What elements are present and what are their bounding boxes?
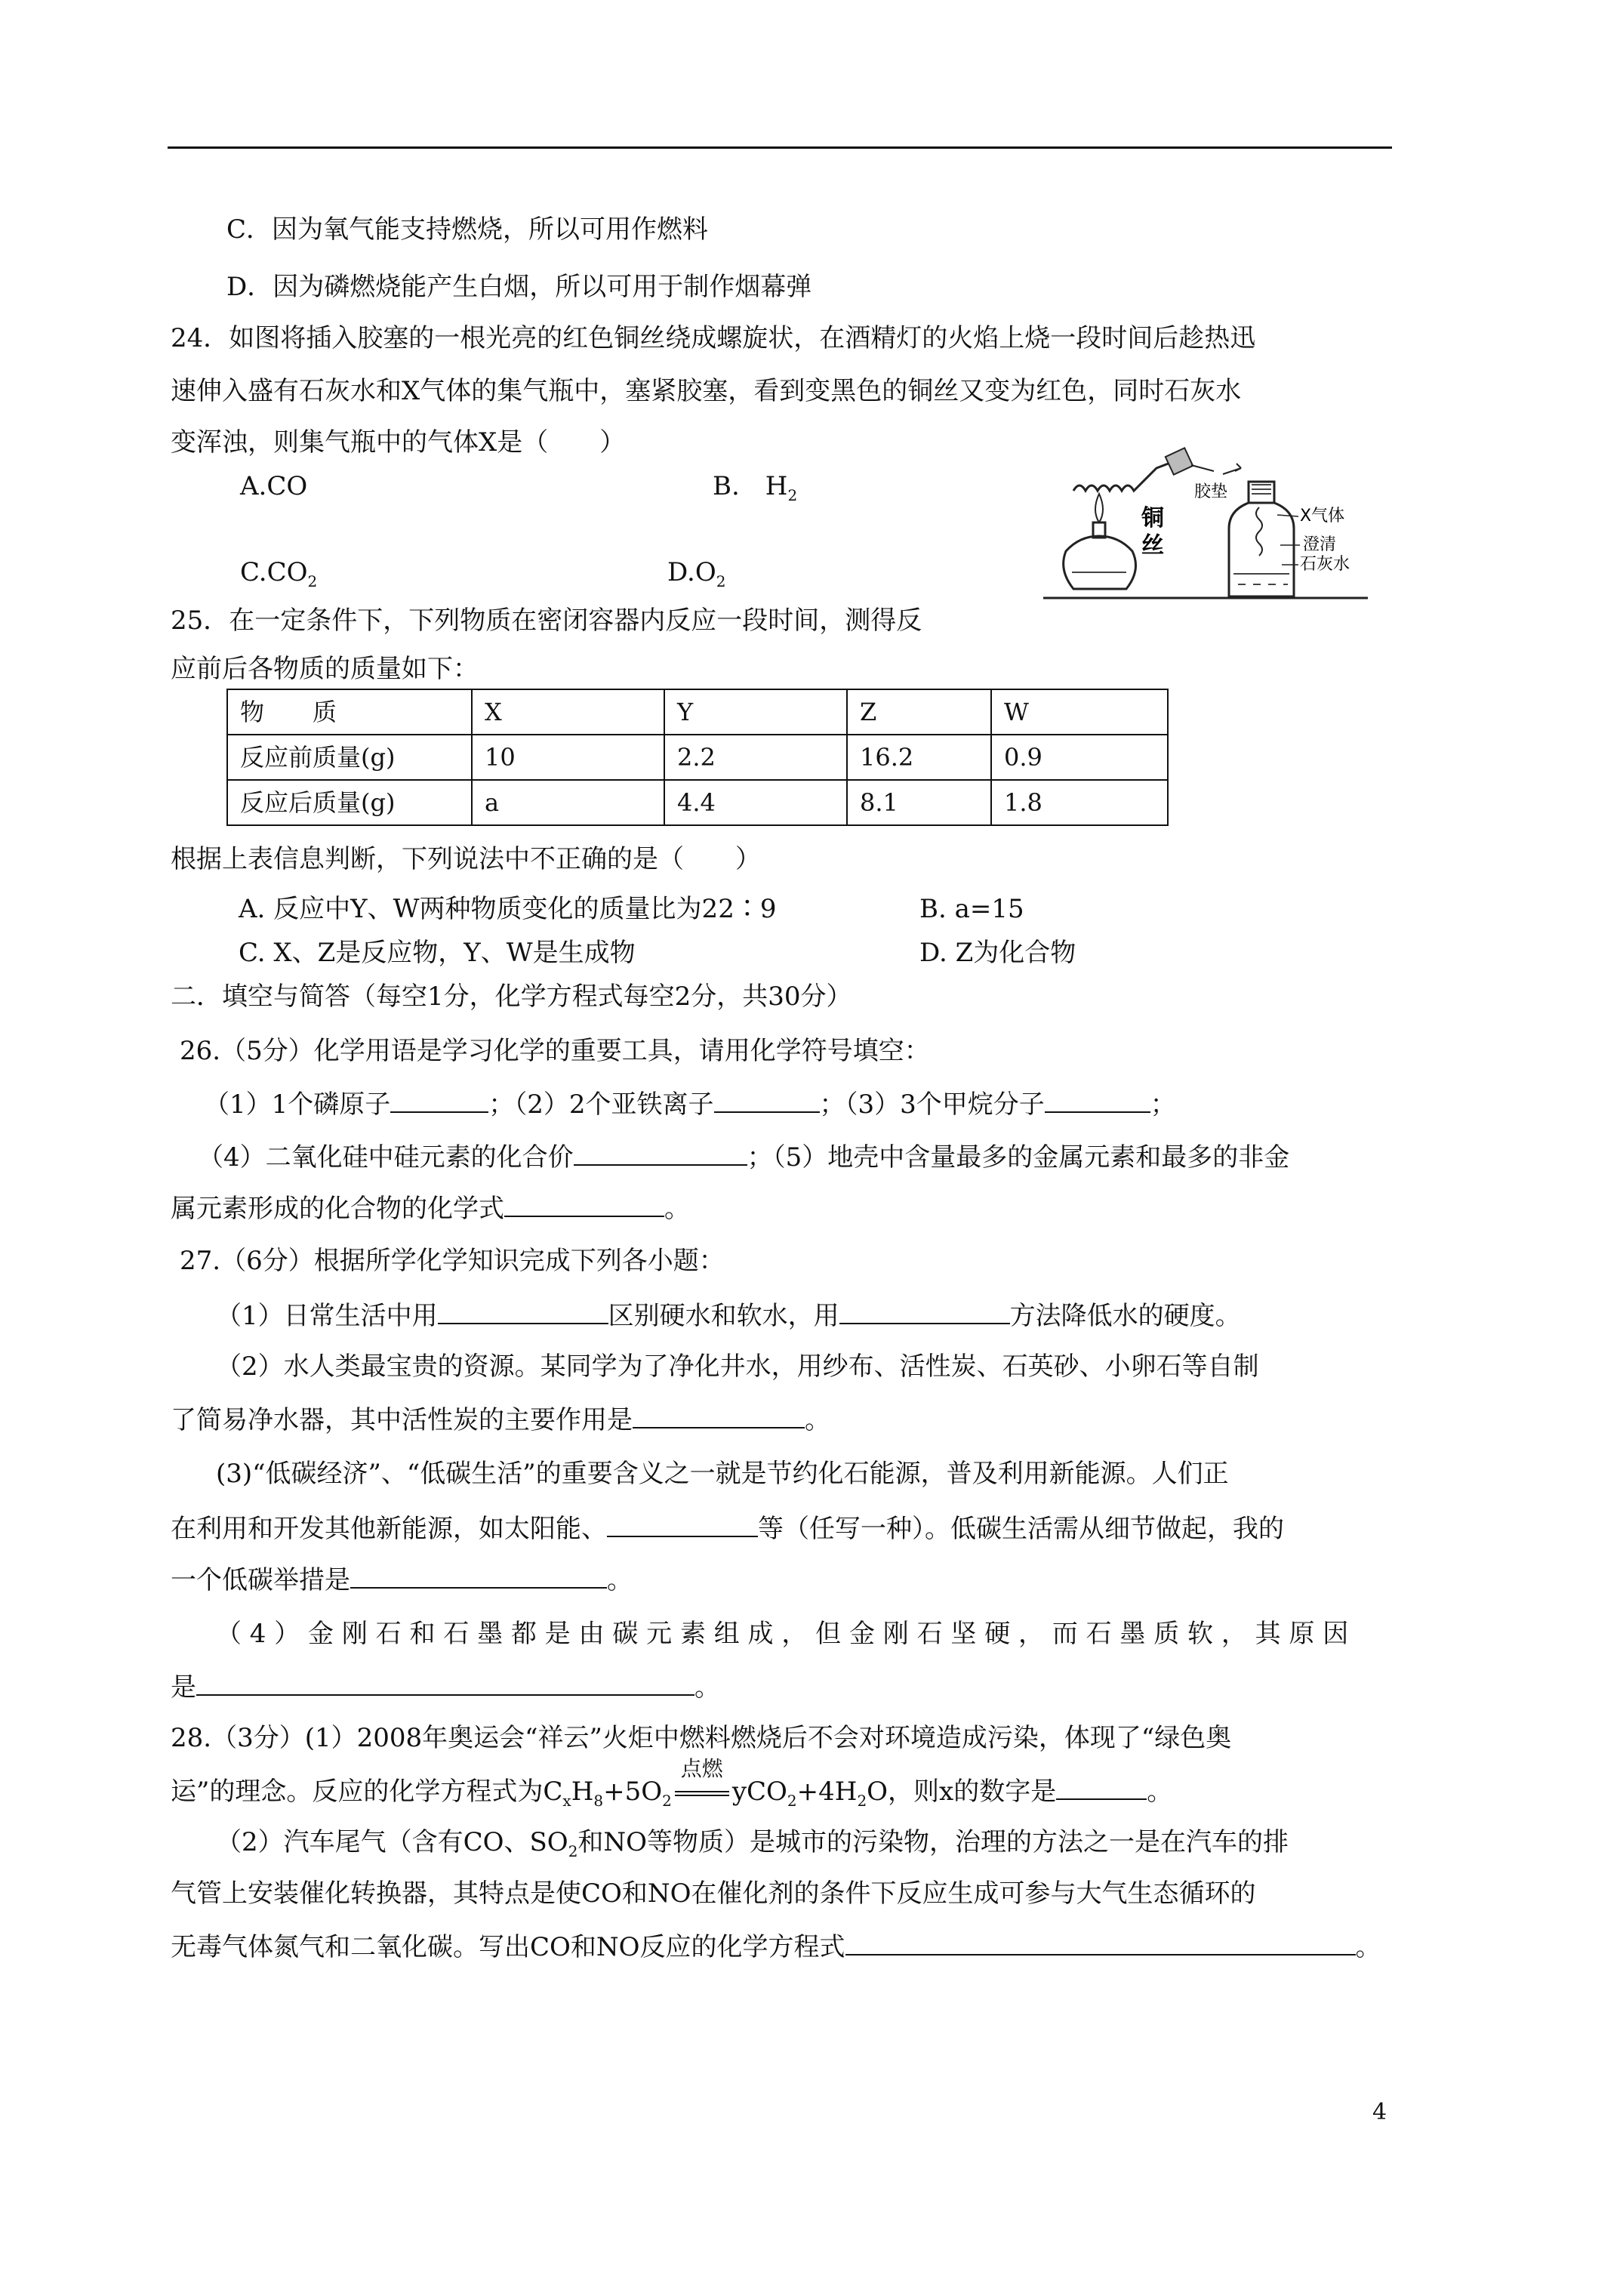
q27-line4: (3)“低碳经济”、“低碳生活”的重要含义之一就是节约化石能源，普及利用新能源。人们正 (216, 1459, 1229, 1489)
q28-line2: 运”的理念。反应的化学方程式为$C_xH_8+5O_2$ 点燃 $yCO_2+4H_2O$，则x的数字是 。 (171, 1756, 1173, 1810)
q26-stem: 26.（5分）化学用语是学习化学的重要工具，请用化学符号填空： (180, 1036, 930, 1066)
label-x-gas: X气体 (1300, 507, 1345, 525)
q27-line6: 一个低碳举措是 。 (171, 1561, 633, 1597)
q25-option-a: A. 反应中Y、W两种物质变化的质量比为22∶9 (239, 894, 777, 924)
label-cheng: 澄清 (1303, 535, 1337, 554)
q25-option-d: D. Z为化合物 (919, 938, 1076, 968)
table-cell: 8.1 (847, 780, 991, 825)
answer-blank[interactable] (845, 1928, 1356, 1955)
q26-line1: （1）1个磷原子 ；（2）2个亚铁离子 ；（3）3个甲烷分子 ； (204, 1086, 1176, 1121)
q25-line2: 应前后各物质的质量如下： (171, 654, 479, 684)
section-two-heading: 二．填空与简答（每空1分，化学方程式每空2分，共30分） (171, 982, 852, 1012)
q26-line3: 属元素形成的化合物的化学式 。 (171, 1190, 690, 1225)
alcohol-lamp (1064, 536, 1136, 589)
flame (1095, 494, 1103, 522)
header-rule (168, 146, 1392, 149)
q24-option-b: B. $H_2$ (713, 471, 798, 504)
reaction-condition: 点燃 (672, 1774, 732, 1800)
q28-line4: 气管上安装催化转换器，其特点是使CO和NO在催化剂的条件下反应生成可参与大气生态循环的 (171, 1878, 1256, 1909)
q25-question: 根据上表信息判断，下列说法中不正确的是（ ） (171, 844, 761, 874)
q25-line1: 25．在一定条件下，下列物质在密闭容器内反应一段时间，测得反 (171, 606, 922, 636)
q27-line5: 在利用和开发其他新能源，如太阳能、 等（任写一种）。低碳生活需从细节做起，我的 (171, 1510, 1284, 1546)
answer-blank[interactable] (714, 1086, 820, 1113)
table-cell: Y (664, 689, 847, 735)
stopper (1166, 448, 1193, 474)
q24-option-a: A.CO (240, 471, 308, 501)
table-cell: 10 (472, 735, 664, 780)
answer-blank[interactable] (633, 1401, 805, 1428)
answer-blank[interactable] (196, 1669, 694, 1696)
answer-blank[interactable] (574, 1139, 747, 1166)
table-cell: 4.4 (664, 780, 847, 825)
answer-blank[interactable] (504, 1190, 664, 1217)
answer-blank[interactable] (1045, 1086, 1150, 1113)
label-shi: 石灰水 (1300, 555, 1350, 574)
q27-line7: （ 4 ） 金 刚 石 和 石 墨 都 是 由 碳 元 素 组 成 ， 但 金 刚 石 坚 硬 ， 而 石 墨 质 软 ， 其 原 因 (216, 1619, 1349, 1649)
q24-line1: 24．如图将插入胶塞的一根光亮的红色铜丝绕成螺旋状，在酒精灯的火焰上烧一段时间后趁热迅 (171, 323, 1256, 353)
table-row (227, 780, 1168, 825)
q24-option-d: $D.O_2$ (667, 557, 726, 590)
wire-in-bottle (1256, 507, 1262, 556)
answer-blank[interactable] (1056, 1773, 1147, 1800)
q28-line5: 无毒气体氮气和二氧化碳。写出CO和NO反应的化学方程式 。 (171, 1928, 1381, 1964)
answer-blank[interactable] (390, 1086, 488, 1113)
table-cell: 16.2 (847, 735, 991, 780)
q25-option-b: B. a=15 (919, 894, 1024, 924)
answer-blank[interactable] (350, 1561, 607, 1589)
apparatus-figure (1043, 438, 1368, 603)
table-cell: 反应后质量(g) (227, 780, 472, 825)
answer-blank[interactable] (438, 1297, 608, 1324)
table-cell: W (991, 689, 1168, 735)
q27-line1: （1）日常生活中用 区别硬水和软水，用 方法降低水的硬度。 (216, 1297, 1241, 1333)
table-cell: 反应前质量(g) (227, 735, 472, 780)
table-cell: 0.9 (991, 735, 1168, 780)
q28-line3: （2）汽车尾气（含有CO、$SO_2$和NO等物质）是城市的污染物，治理的方法之一是在汽车的排 (216, 1827, 1289, 1860)
q28-line1: 28.（3分）(1）2008年奥运会“祥云”火炬中燃料燃烧后不会对环境造成污染，体现了“绿色奥 (171, 1723, 1232, 1753)
mass-table (226, 689, 1169, 826)
q24-line3: 变浑浊，则集气瓶中的气体X是（ ） (171, 427, 626, 458)
option-c-line: C．因为氧气能支持燃烧，所以可用作燃料 (226, 214, 709, 245)
q27-line2: （2）水人类最宝贵的资源。某同学为了净化井水，用纱布、活性炭、石英砂、小卵石等自制 (216, 1351, 1259, 1382)
q27-line8: 是 。 (171, 1669, 720, 1704)
label-jiaosai: 胶垫 (1194, 482, 1228, 501)
table-cell: Z (847, 689, 991, 735)
q25-option-c: C. X、Z是反应物，Y、W是生成物 (239, 938, 636, 968)
q24-line2: 速伸入盛有石灰水和X气体的集气瓶中，塞紧胶塞，看到变黑色的铜丝又变为红色，同时石灰水 (171, 376, 1242, 406)
table-cell: 2.2 (664, 735, 847, 780)
page-number: 4 (1372, 2099, 1387, 2125)
q27-line3: 了简易净水器，其中活性炭的主要作用是 。 (171, 1401, 830, 1437)
table-cell: X (472, 689, 664, 735)
label-tong: 铜 (1141, 505, 1164, 532)
label-si: 丝 (1141, 532, 1164, 559)
table-cell: 物 质 (227, 689, 472, 735)
table-cell: 1.8 (991, 780, 1168, 825)
q27-stem: 27.（6分）根据所学化学知识完成下列各小题： (180, 1246, 725, 1276)
option-d-line: D．因为磷燃烧能产生白烟，所以可用于制作烟幕弹 (226, 272, 812, 302)
table-row (227, 735, 1168, 780)
q24-option-c: $C.CO_2$ (240, 557, 318, 590)
answer-blank[interactable] (839, 1297, 1010, 1324)
answer-blank[interactable] (607, 1510, 758, 1537)
copper-spiral (1073, 461, 1176, 491)
table-row (227, 689, 1168, 735)
table-cell: a (472, 780, 664, 825)
q26-line2: （4）二氧化硅中硅元素的化合价 ；（5）地壳中含量最多的金属元素和最多的非金 (198, 1139, 1289, 1174)
